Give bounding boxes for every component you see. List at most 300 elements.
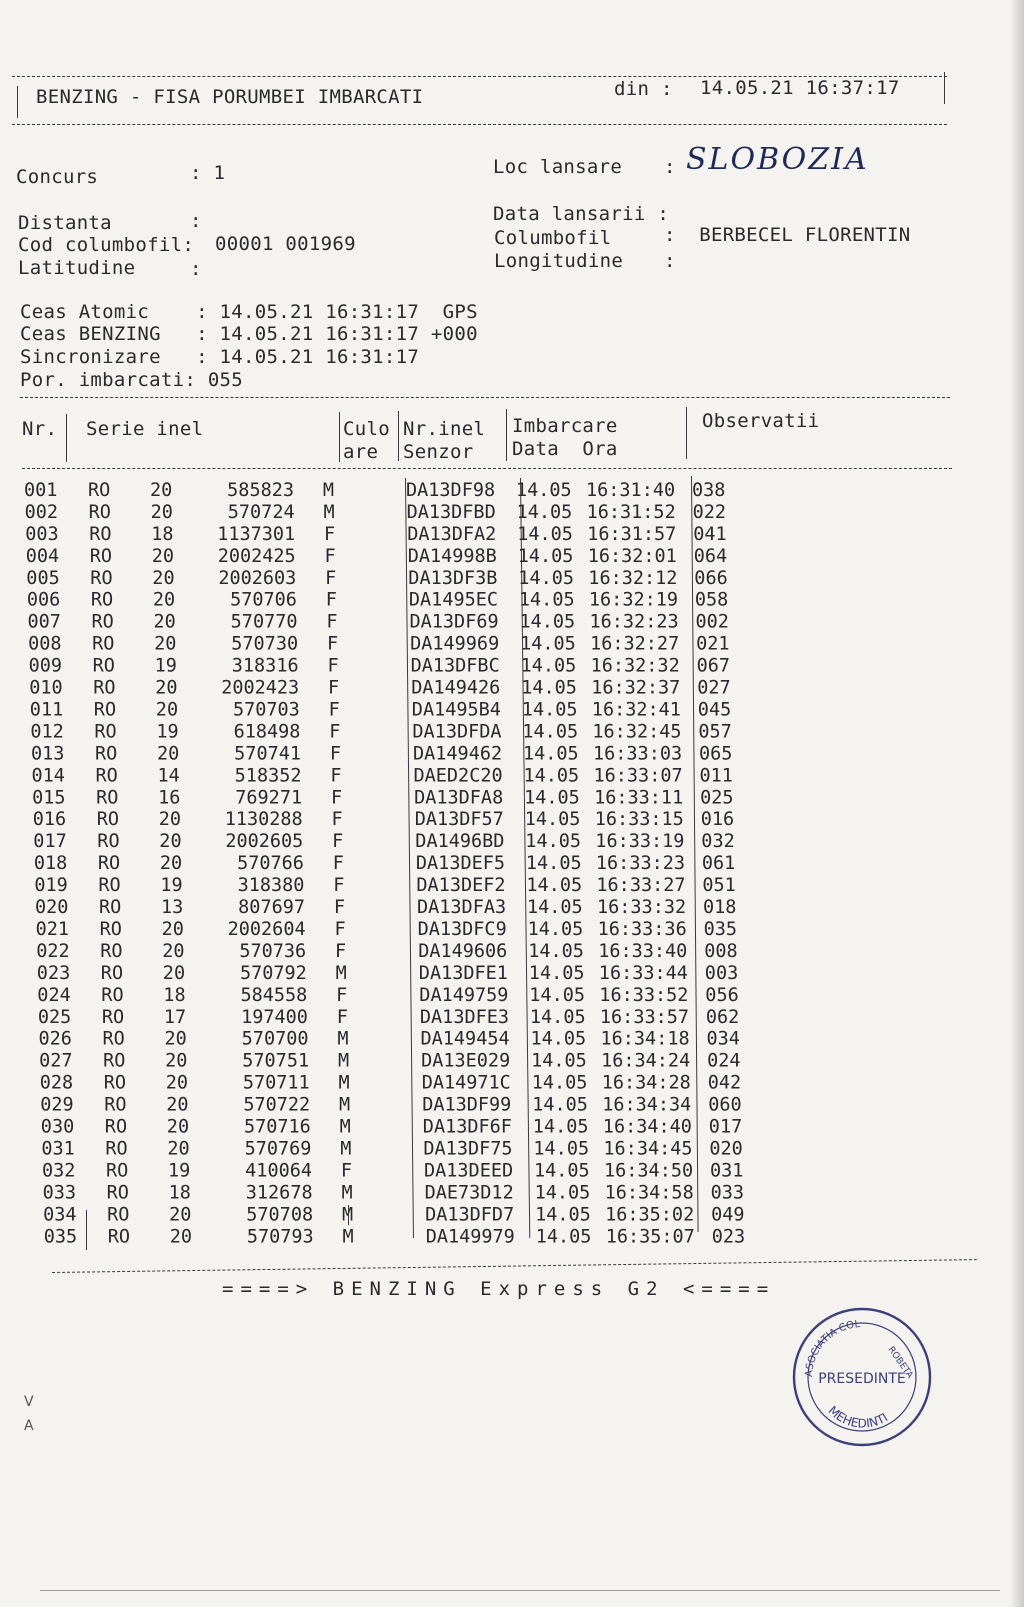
cell-tara: RO bbox=[106, 1182, 129, 1204]
cell-ora: 16:32:23 bbox=[589, 611, 679, 633]
loc-lansare-handwritten: SLOBOZIA bbox=[686, 142, 869, 177]
cell-an: 20 bbox=[152, 589, 176, 611]
cell-tara: RO bbox=[98, 875, 121, 897]
table-row bbox=[29, 656, 757, 678]
table-row bbox=[44, 1226, 772, 1248]
cell-nr: 018 bbox=[33, 853, 68, 875]
cell-data: 14.05 bbox=[526, 875, 583, 897]
cell-data: 14.05 bbox=[527, 897, 583, 918]
table-row bbox=[34, 875, 762, 897]
cell-data: 14.05 bbox=[530, 1028, 587, 1050]
cell-observatii: 027 bbox=[697, 677, 731, 699]
cell-culoare bbox=[357, 897, 413, 919]
cell-nr: 007 bbox=[27, 611, 61, 633]
cell-serie: 570700 bbox=[241, 1028, 309, 1050]
cell-an: 18 bbox=[168, 1182, 191, 1204]
cell-sex: M bbox=[337, 1050, 350, 1072]
cell-data: 14.05 bbox=[517, 523, 573, 545]
cell-an: 20 bbox=[166, 1116, 190, 1138]
cell-ora: 16:32:19 bbox=[588, 589, 679, 611]
cell-culoare bbox=[356, 853, 412, 875]
cell-data: 14.05 bbox=[531, 1072, 588, 1094]
header-sep-senzor bbox=[506, 409, 507, 461]
cell-observatii: 045 bbox=[697, 699, 732, 721]
cell-an: 18 bbox=[151, 523, 174, 545]
cell-serie: 1130288 bbox=[224, 809, 303, 831]
cell-ora: 16:33:52 bbox=[599, 984, 689, 1006]
cell-ora: 16:33:07 bbox=[593, 765, 683, 787]
cell-serie: 570706 bbox=[230, 589, 297, 611]
header-sep-nr bbox=[66, 414, 67, 462]
cell-sex: F bbox=[331, 809, 343, 831]
table-row bbox=[41, 1139, 769, 1161]
cell-data: 14.05 bbox=[529, 984, 586, 1006]
cell-culoare bbox=[365, 1204, 421, 1226]
cell-ora: 16:33:36 bbox=[597, 919, 687, 940]
col-header-imbarcare-1: Imbarcare bbox=[512, 415, 618, 437]
cell-observatii: 024 bbox=[707, 1050, 741, 1072]
cell-tara: RO bbox=[100, 940, 123, 962]
cell-senzor: DA13DEF5 bbox=[415, 853, 506, 875]
cell-ora: 16:31:52 bbox=[586, 501, 676, 523]
cell-serie: 570792 bbox=[239, 962, 307, 984]
cell-observatii: 023 bbox=[711, 1226, 746, 1248]
cell-observatii: 003 bbox=[704, 962, 739, 984]
cell-an: 20 bbox=[154, 633, 177, 655]
cell-data: 14.05 bbox=[525, 853, 582, 875]
cell-tara: RO bbox=[93, 699, 117, 721]
cell-tara: RO bbox=[104, 1116, 128, 1138]
cell-observatii: 038 bbox=[692, 480, 726, 501]
cell-tara: RO bbox=[89, 523, 112, 545]
cell-sex: M bbox=[338, 1072, 350, 1094]
cell-an: 19 bbox=[168, 1160, 191, 1182]
cell-senzor: DA1495B4 bbox=[411, 699, 501, 721]
cell-data: 14.05 bbox=[516, 501, 573, 523]
cell-observatii: 033 bbox=[710, 1182, 745, 1204]
cell-senzor: DA149454 bbox=[420, 1028, 510, 1050]
cell-senzor: DA13DF75 bbox=[423, 1138, 513, 1160]
cell-ora: 16:33:23 bbox=[595, 853, 686, 875]
cell-observatii: 018 bbox=[703, 897, 737, 918]
header-bottom-border bbox=[12, 124, 947, 125]
table-row bbox=[43, 1204, 771, 1226]
header-sep-culoare bbox=[398, 411, 399, 461]
cell-nr: 023 bbox=[36, 962, 71, 984]
cell-observatii: 032 bbox=[701, 831, 735, 853]
cell-sex: M bbox=[339, 1116, 351, 1138]
col-header-nr: Nr. bbox=[22, 418, 58, 440]
cell-serie: 1137301 bbox=[217, 523, 296, 545]
cell-sex: F bbox=[325, 567, 337, 589]
cell-senzor: DA149606 bbox=[418, 940, 508, 962]
cell-serie: 618498 bbox=[233, 721, 301, 743]
cell-sex: F bbox=[328, 677, 340, 699]
loc-lansare-colon: : bbox=[664, 156, 676, 178]
cell-observatii: 008 bbox=[704, 940, 738, 962]
cell-sex: F bbox=[327, 655, 339, 677]
longitudine-label: Longitudine bbox=[494, 250, 624, 272]
cell-serie: 585823 bbox=[227, 480, 294, 501]
cell-nr: 029 bbox=[40, 1094, 74, 1116]
cell-serie: 570724 bbox=[227, 501, 295, 523]
cell-senzor: DA13E029 bbox=[421, 1050, 511, 1072]
cell-an: 20 bbox=[162, 962, 186, 984]
cell-sex: M bbox=[340, 1138, 352, 1160]
cell-senzor: DA149759 bbox=[419, 984, 509, 1006]
cell-nr: 031 bbox=[41, 1138, 75, 1160]
cell-nr: 022 bbox=[36, 940, 70, 962]
cell-an: 20 bbox=[159, 831, 182, 853]
cell-senzor: DA13DFC9 bbox=[417, 919, 507, 940]
pigeon-table bbox=[24, 480, 752, 1250]
cell-tara: RO bbox=[104, 1094, 127, 1116]
table-row bbox=[32, 765, 760, 787]
print-date-label: din : bbox=[614, 78, 673, 100]
cell-sex: F bbox=[334, 919, 346, 940]
cell-observatii: 041 bbox=[693, 523, 727, 545]
table-row bbox=[30, 700, 758, 722]
cell-data: 14.05 bbox=[533, 1138, 590, 1160]
cell-tara: RO bbox=[91, 611, 114, 633]
cell-nr: 032 bbox=[42, 1160, 76, 1182]
cell-sex: M bbox=[341, 1204, 354, 1226]
cod-columbofil-label: Cod columbofil: bbox=[18, 234, 195, 256]
cell-an: 14 bbox=[157, 765, 180, 787]
cell-culoare bbox=[347, 502, 403, 524]
cell-observatii: 051 bbox=[702, 875, 736, 897]
cell-senzor: DA13DFA2 bbox=[407, 523, 497, 545]
longitudine-value: : bbox=[664, 250, 676, 272]
cell-nr: 019 bbox=[34, 875, 68, 897]
cell-sex: M bbox=[342, 1226, 354, 1248]
cell-culoare bbox=[353, 743, 409, 765]
cell-ora: 16:32:01 bbox=[587, 545, 677, 567]
table-row bbox=[25, 502, 753, 524]
cell-senzor: DA149969 bbox=[410, 633, 500, 655]
page-edge-shadow bbox=[1010, 0, 1024, 1607]
columbofil-value: : BERBECEL FLORENTIN bbox=[664, 224, 911, 246]
cell-senzor: DA13DEF2 bbox=[416, 875, 506, 897]
cell-tara: RO bbox=[88, 501, 111, 523]
cell-data: 14.05 bbox=[531, 1050, 587, 1072]
cell-senzor: DA149979 bbox=[425, 1226, 515, 1248]
cell-tara: RO bbox=[100, 962, 124, 984]
cell-culoare bbox=[354, 765, 410, 787]
cell-an: 20 bbox=[157, 743, 180, 765]
table-header-bottom-border bbox=[22, 468, 952, 469]
header-left-border bbox=[17, 86, 18, 118]
concurs-value: : 1 bbox=[190, 162, 226, 184]
cell-serie: 2002425 bbox=[217, 545, 296, 567]
cell-tara: RO bbox=[97, 853, 121, 875]
cell-data: 14.05 bbox=[519, 611, 576, 633]
cell-data: 14.05 bbox=[528, 940, 584, 962]
cell-an: 17 bbox=[163, 1006, 187, 1028]
cell-culoare bbox=[351, 656, 407, 678]
col-header-culoare-2: are bbox=[343, 441, 379, 463]
cell-serie: 312678 bbox=[245, 1182, 313, 1204]
cell-culoare bbox=[364, 1160, 420, 1182]
cell-ora: 16:32:37 bbox=[591, 677, 681, 699]
table-row bbox=[38, 1007, 766, 1029]
table-row bbox=[24, 480, 752, 502]
cell-senzor: DAED2C20 bbox=[413, 765, 503, 787]
cell-serie: 2002423 bbox=[221, 677, 300, 699]
table-row bbox=[41, 1117, 769, 1139]
cell-ora: 16:33:03 bbox=[593, 743, 683, 765]
cell-tara: RO bbox=[101, 984, 124, 1006]
table-row bbox=[34, 853, 762, 875]
cell-nr: 030 bbox=[40, 1116, 75, 1138]
cell-tara: RO bbox=[95, 743, 118, 765]
cell-sex: F bbox=[332, 853, 344, 875]
side-mark-a: A bbox=[24, 1418, 34, 1434]
table-row bbox=[29, 678, 757, 700]
cell-observatii: 022 bbox=[692, 501, 727, 523]
table-row bbox=[42, 1160, 770, 1182]
table-row bbox=[25, 524, 753, 546]
cell-ora: 16:34:45 bbox=[603, 1138, 693, 1160]
cell-data: 14.05 bbox=[520, 655, 577, 677]
cell-data: 14.05 bbox=[534, 1182, 591, 1204]
cell-tara: RO bbox=[102, 1028, 125, 1050]
cell-data: 14.05 bbox=[518, 567, 575, 589]
cell-an: 20 bbox=[167, 1138, 190, 1160]
table-row bbox=[40, 1095, 768, 1117]
cell-tara: RO bbox=[105, 1138, 128, 1160]
cell-ora: 16:32:45 bbox=[592, 721, 682, 743]
cell-nr: 003 bbox=[25, 523, 59, 545]
cell-serie: 769271 bbox=[235, 787, 303, 809]
cell-serie: 570751 bbox=[242, 1050, 310, 1072]
cell-nr: 012 bbox=[30, 721, 64, 743]
ceas-atomic-line: Ceas Atomic : 14.05.21 16:31:17 GPS bbox=[20, 301, 478, 323]
cell-tara: RO bbox=[92, 655, 115, 677]
cell-observatii: 061 bbox=[701, 853, 736, 875]
footer-brand: ====> BENZING Express G2 <==== bbox=[222, 1278, 776, 1300]
cell-tara: RO bbox=[99, 919, 122, 940]
cell-nr: 028 bbox=[39, 1072, 74, 1094]
cell-ora: 16:35:02 bbox=[605, 1204, 695, 1226]
cell-culoare bbox=[347, 524, 403, 546]
cell-ora: 16:33:27 bbox=[596, 875, 686, 897]
cell-an: 13 bbox=[161, 897, 184, 918]
sincronizare-line: Sincronizare : 14.05.21 16:31:17 bbox=[20, 346, 420, 368]
table-row bbox=[28, 612, 756, 634]
cell-observatii: 042 bbox=[707, 1072, 742, 1094]
cell-sex: F bbox=[329, 721, 341, 743]
cell-nr: 021 bbox=[35, 919, 70, 940]
table-row bbox=[28, 634, 756, 656]
cell-ora: 16:34:28 bbox=[601, 1072, 691, 1094]
cell-senzor: DA13DFBC bbox=[410, 655, 500, 677]
cell-nr: 033 bbox=[42, 1182, 77, 1204]
cell-culoare bbox=[363, 1117, 419, 1139]
cell-observatii: 057 bbox=[698, 721, 732, 743]
cell-serie: 2002603 bbox=[218, 567, 297, 589]
table-row bbox=[32, 787, 760, 809]
cell-culoare bbox=[351, 678, 407, 700]
header-sep-imbarcare bbox=[686, 407, 687, 459]
cell-ora: 16:35:07 bbox=[605, 1226, 695, 1248]
cell-culoare bbox=[348, 568, 404, 590]
cell-culoare bbox=[349, 590, 405, 612]
cell-nr: 027 bbox=[39, 1050, 73, 1072]
cell-serie: 570769 bbox=[244, 1138, 312, 1160]
cell-observatii: 017 bbox=[708, 1116, 743, 1138]
cell-ora: 16:33:32 bbox=[597, 897, 687, 918]
cell-sex: M bbox=[341, 1182, 353, 1204]
col-header-observatii: Observatii bbox=[702, 410, 820, 432]
cell-observatii: 066 bbox=[694, 567, 728, 589]
cell-sex: M bbox=[339, 1094, 351, 1116]
cell-senzor: DAE73D12 bbox=[424, 1182, 514, 1204]
cell-nr: 014 bbox=[31, 765, 65, 787]
cell-an: 20 bbox=[155, 677, 178, 699]
cell-serie: 2002605 bbox=[225, 831, 304, 853]
cell-data: 14.05 bbox=[532, 1094, 588, 1116]
cell-data: 14.05 bbox=[535, 1204, 591, 1226]
cell-data: 14.05 bbox=[529, 1006, 586, 1028]
cell-ora: 16:33:40 bbox=[598, 940, 688, 962]
cell-tara: RO bbox=[101, 1006, 125, 1028]
cell-ora: 16:33:44 bbox=[598, 962, 688, 984]
cell-observatii: 067 bbox=[696, 655, 731, 677]
cell-sex: M bbox=[335, 962, 347, 984]
table-row bbox=[39, 1029, 767, 1051]
cell-an: 20 bbox=[165, 1072, 188, 1094]
cell-an: 20 bbox=[165, 1050, 188, 1072]
cell-tara: RO bbox=[96, 787, 119, 809]
cell-sex: F bbox=[330, 765, 342, 787]
cell-ora: 16:32:12 bbox=[588, 567, 678, 589]
cell-data: 14.05 bbox=[532, 1116, 589, 1138]
cell-nr: 026 bbox=[38, 1028, 72, 1050]
concurs-label: Concurs bbox=[16, 166, 99, 188]
cell-ora: 16:32:41 bbox=[591, 699, 681, 721]
col-header-imbarcare-2: Data Ora bbox=[512, 438, 618, 460]
cell-culoare bbox=[346, 480, 402, 502]
cell-tara: RO bbox=[90, 589, 114, 611]
cell-an: 20 bbox=[158, 809, 181, 831]
cell-serie: 570766 bbox=[237, 853, 304, 875]
cell-senzor: DA14971C bbox=[421, 1072, 511, 1094]
cell-ora: 16:34:58 bbox=[604, 1182, 694, 1204]
cell-data: 14.05 bbox=[520, 633, 576, 655]
cell-data: 14.05 bbox=[516, 480, 572, 501]
cell-data: 14.05 bbox=[522, 721, 579, 743]
cell-sex: M bbox=[337, 1028, 349, 1050]
cell-an: 20 bbox=[155, 699, 179, 721]
print-date-value: 14.05.21 16:37:17 bbox=[700, 77, 900, 99]
cell-sex: F bbox=[333, 875, 345, 897]
latitudine-value: : bbox=[190, 258, 202, 280]
cell-senzor: DA1495EC bbox=[408, 589, 499, 611]
cell-nr: 015 bbox=[32, 787, 66, 809]
cell-data: 14.05 bbox=[535, 1226, 592, 1248]
stamp-center-text: PRESEDINTE bbox=[818, 1371, 906, 1387]
cell-observatii: 031 bbox=[710, 1160, 744, 1182]
cell-sex: F bbox=[329, 743, 341, 765]
cell-serie: 807697 bbox=[238, 897, 305, 918]
cell-data: 14.05 bbox=[521, 699, 578, 721]
table-row bbox=[27, 590, 755, 612]
table-row bbox=[26, 546, 754, 568]
cell-observatii: 016 bbox=[700, 809, 735, 831]
cell-senzor: DA13DEED bbox=[424, 1160, 514, 1182]
header-sep-serie bbox=[339, 412, 340, 462]
cell-sex: F bbox=[333, 897, 345, 918]
cell-culoare bbox=[361, 1051, 417, 1073]
cell-ora: 16:31:57 bbox=[587, 523, 677, 545]
table-row bbox=[43, 1182, 771, 1204]
cell-nr: 024 bbox=[37, 984, 71, 1006]
cell-culoare bbox=[348, 546, 404, 568]
cell-serie: 518352 bbox=[234, 765, 302, 787]
col-header-nr-inel-1: Nr.inel bbox=[403, 418, 486, 440]
cell-nr: 034 bbox=[43, 1204, 77, 1226]
cell-ora: 16:34:40 bbox=[602, 1116, 692, 1138]
table-row bbox=[26, 568, 754, 590]
cell-nr: 008 bbox=[28, 633, 62, 655]
cell-culoare bbox=[360, 1007, 416, 1029]
cell-serie: 318380 bbox=[237, 875, 305, 897]
cell-ora: 16:34:24 bbox=[601, 1050, 691, 1072]
por-imbarcati-line: Por. imbarcati: 055 bbox=[20, 369, 244, 391]
cell-tara: RO bbox=[107, 1204, 130, 1226]
page-bottom-rule bbox=[40, 1590, 1000, 1591]
distanta-value: : bbox=[190, 210, 202, 232]
cell-an: 16 bbox=[158, 787, 181, 809]
cell-sex: M bbox=[323, 501, 335, 523]
table-row bbox=[36, 941, 764, 963]
cell-senzor: DA149462 bbox=[413, 743, 503, 765]
table-row bbox=[33, 831, 761, 853]
cell-nr: 005 bbox=[26, 567, 60, 589]
cell-nr: 020 bbox=[35, 897, 69, 918]
cell-tara: RO bbox=[99, 897, 122, 918]
cell-sex: F bbox=[340, 1160, 352, 1182]
col-header-culoare-1: Culo bbox=[343, 418, 390, 440]
cell-sex: F bbox=[325, 589, 337, 611]
cell-an: 20 bbox=[153, 611, 176, 633]
cell-ora: 16:32:32 bbox=[590, 655, 680, 677]
cell-ora: 16:32:27 bbox=[590, 633, 680, 655]
cell-serie: 197400 bbox=[241, 1006, 308, 1028]
distanta-label: Distanta bbox=[18, 212, 112, 234]
cell-sex: F bbox=[326, 611, 338, 633]
cell-data: 14.05 bbox=[524, 787, 580, 809]
cell-ora: 16:33:57 bbox=[599, 1006, 690, 1028]
cell-serie: 318316 bbox=[231, 655, 299, 677]
cell-senzor: DA1496BD bbox=[415, 831, 505, 853]
cell-senzor: DA13DFA3 bbox=[417, 897, 507, 918]
cell-an: 20 bbox=[150, 480, 173, 501]
cell-data: 14.05 bbox=[524, 809, 581, 831]
cell-an: 18 bbox=[163, 984, 186, 1006]
cell-an: 19 bbox=[156, 721, 179, 743]
cell-observatii: 011 bbox=[699, 765, 733, 787]
table-bottom-border bbox=[52, 1259, 977, 1273]
cell-an: 20 bbox=[162, 940, 185, 962]
cell-nr: 009 bbox=[28, 655, 63, 677]
cell-observatii: 002 bbox=[695, 611, 729, 633]
header-right-border bbox=[944, 72, 945, 104]
cell-sex: F bbox=[336, 984, 348, 1006]
table-row bbox=[40, 1073, 768, 1095]
cell-ora: 16:33:19 bbox=[595, 831, 685, 853]
